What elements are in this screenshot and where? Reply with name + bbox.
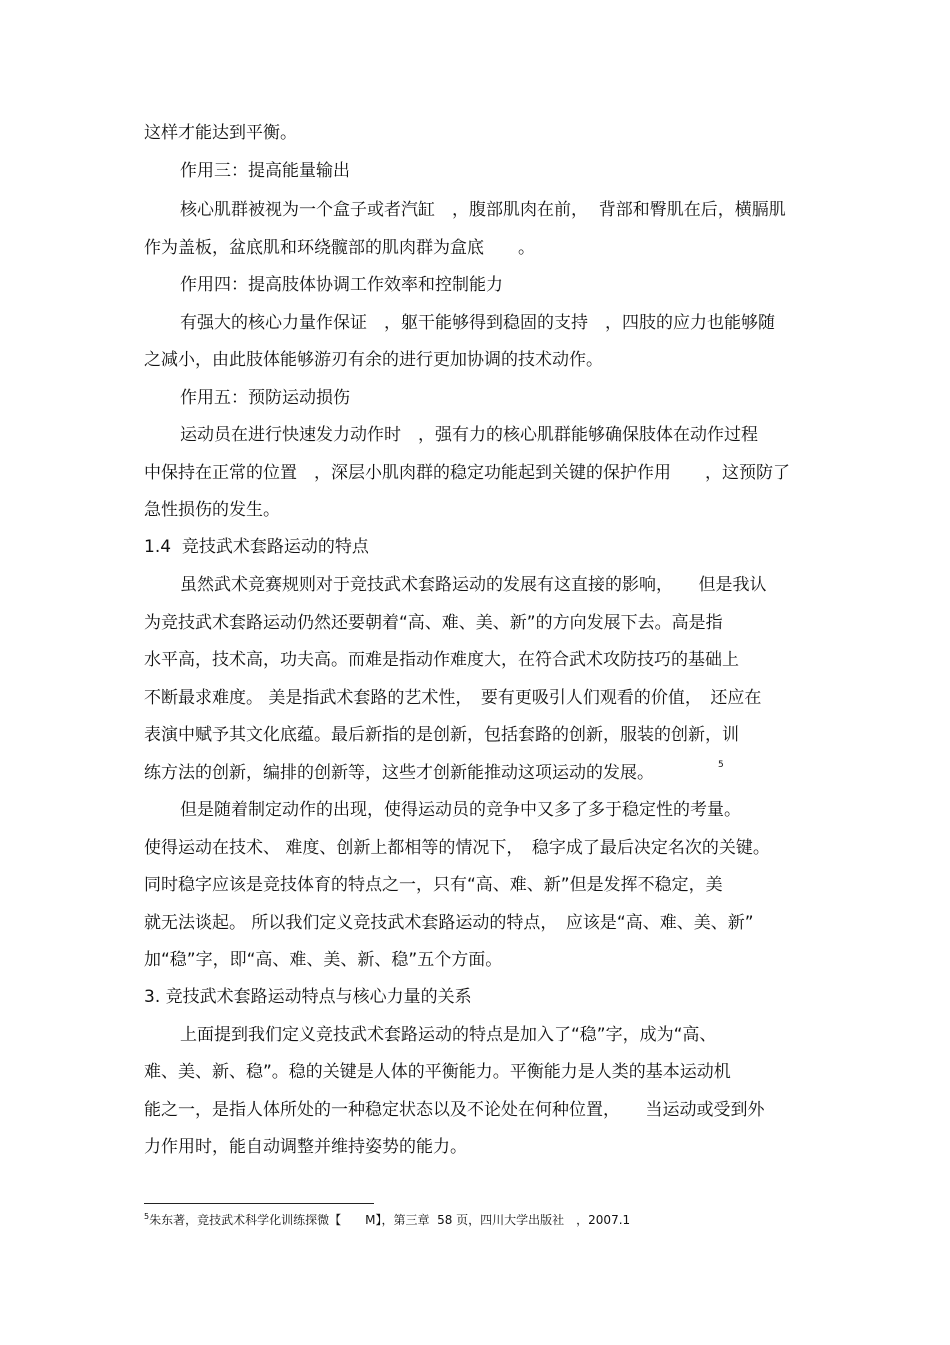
paragraph-line: 加“稳”字，即“高、难、美、新、稳”五个方面。 — [144, 950, 503, 970]
paragraph-line: 能之一，是指人体所处的一种稳定状态以及不论处在何种位置， 当运动或受到外 — [144, 1100, 765, 1120]
subheading: 作用四：提高肢体协调工作效率和控制能力 — [180, 275, 503, 295]
paragraph-line: 但是随着制定动作的出现，使得运动员的竞争中又多了多于稳定性的考量。 — [180, 800, 741, 820]
paragraph-line: 运动员在进行快速发力动作时 ，强有力的核心肌群能够确保肢体在动作过程 — [180, 425, 758, 445]
paragraph-line: 之减小，由此肢体能够游刃有余的进行更加协调的技术动作。 — [144, 350, 603, 370]
section-heading: 3. 竞技武术套路运动特点与核心力量的关系 — [144, 987, 472, 1007]
paragraph-line: 水平高，技术高，功夫高。而难是指动作难度大，在符合武术攻防技巧的基础上 — [144, 650, 739, 670]
paragraph-line: 作为盖板，盆底肌和环绕髋部的肌肉群为盒底 。 — [144, 238, 535, 258]
paragraph-line: 急性损伤的发生。 — [144, 500, 280, 520]
section-heading: 1.4 竞技武术套路运动的特点 — [144, 537, 369, 557]
paragraph-line: 表演中赋予其文化底蕴。最后新指的是创新，包括套路的创新，服装的创新，训 — [144, 725, 739, 745]
paragraph-line: 使得运动在技术、 难度、创新上都相等的情况下， 稳字成了最后决定名次的关键。 — [144, 838, 770, 858]
paragraph-line: 虽然武术竞赛规则对于竞技武术套路运动的发展有这直接的影响， 但是我认 — [180, 575, 767, 595]
paragraph-line: 就无法谈起。 所以我们定义竞技武术套路运动的特点， 应该是“高、难、美、新” — [144, 913, 754, 933]
subheading: 作用五：预防运动损伤 — [180, 388, 350, 408]
paragraph-line: 这样才能达到平衡。 — [144, 123, 297, 143]
paragraph-line: 上面提到我们定义竞技武术套路运动的特点是加入了“稳”字，成为“高、 — [180, 1025, 717, 1045]
footnote-divider — [144, 1203, 374, 1204]
paragraph-line: 为竞技武术套路运动仍然还要朝着“高、难、美、新”的方向发展下去。高是指 — [144, 613, 723, 633]
paragraph-line: 有强大的核心力量作保证 ，躯干能够得到稳固的支持 ，四肢的应力也能够随 — [180, 313, 775, 333]
footnote-reference: 5 — [718, 760, 724, 770]
paragraph-line: 中保持在正常的位置 ，深层小肌肉群的稳定功能起到关键的保护作用 ，这预防了 — [144, 463, 790, 483]
paragraph-line: 核心肌群被视为一个盒子或者汽缸 ，腹部肌肉在前， 背部和臀肌在后，横膈肌 — [180, 200, 786, 220]
paragraph-line: 练方法的创新，编排的创新等，这些才创新能推动这项运动的发展。 — [144, 763, 654, 783]
paragraph-line: 难、美、新、稳”。稳的关键是人体的平衡能力。平衡能力是人类的基本运动机 — [144, 1062, 731, 1082]
paragraph-line: 力作用时，能自动调整并维持姿势的能力。 — [144, 1137, 467, 1157]
paragraph-line: 不断最求难度。 美是指武术套路的艺术性， 要有更吸引人们观看的价值， 还应在 — [144, 688, 762, 708]
subheading: 作用三：提高能量输出 — [180, 161, 350, 181]
paragraph-line: 同时稳字应该是竞技体育的特点之一，只有“高、难、新”但是发挥不稳定，美 — [144, 875, 723, 895]
footnote-text: 朱东著，竞技武术科学化训练探微【 M】，第三章 58 页，四川大学出版社 ，2007.1 — [149, 1213, 631, 1227]
footnote-mark: 5 — [144, 1212, 150, 1221]
footnote — [144, 1212, 630, 1228]
